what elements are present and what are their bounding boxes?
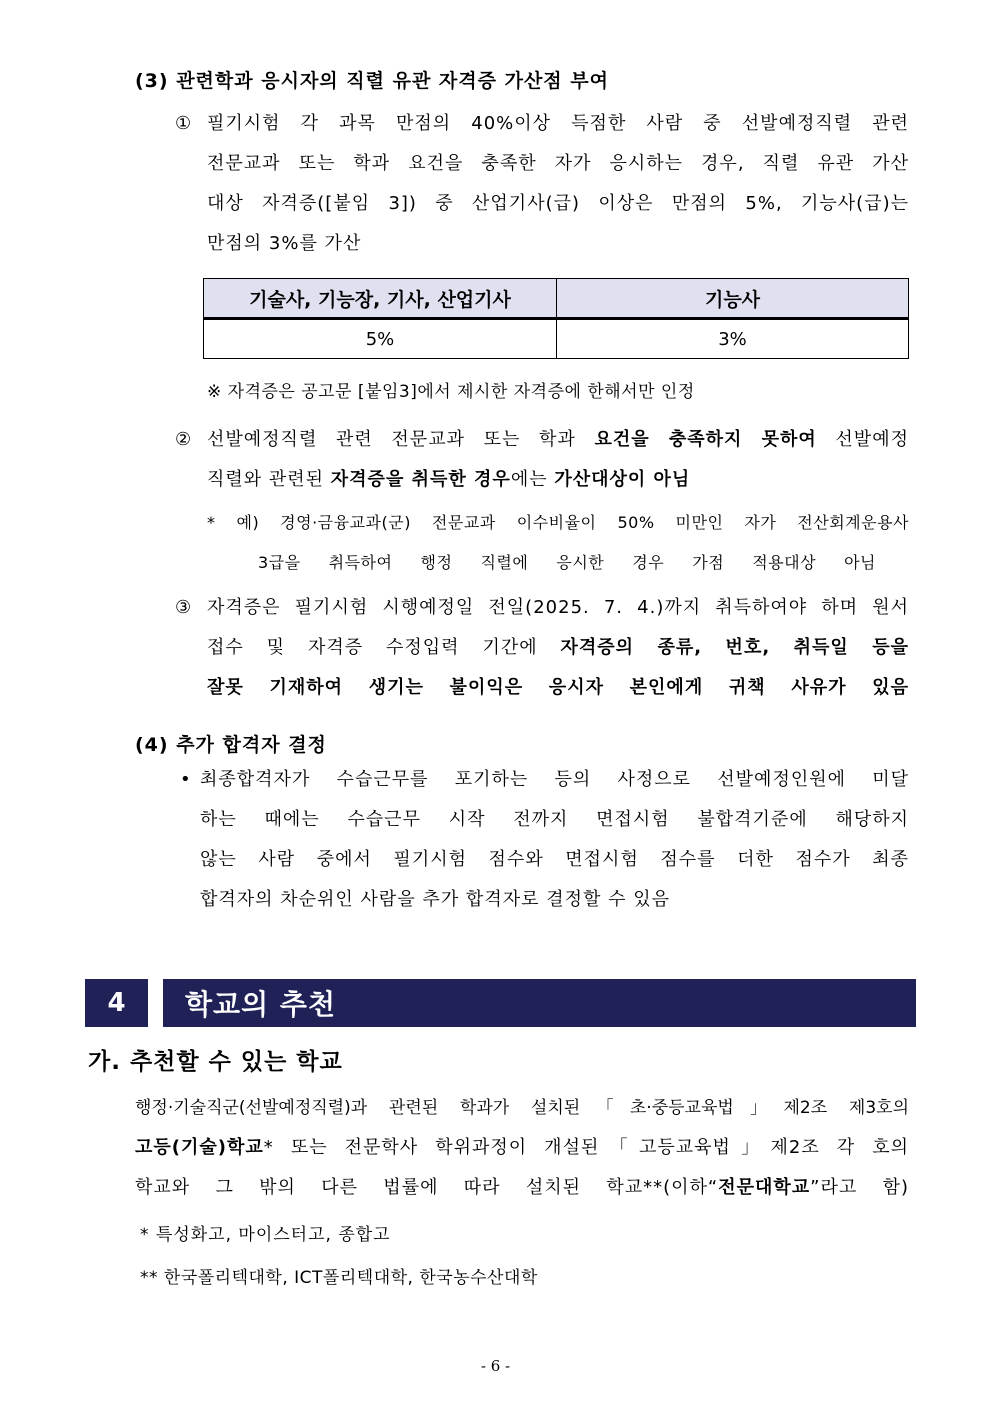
subsection-line-3-part: ”라고 함) (810, 1177, 909, 1198)
subsection-line-2-part: * 또는 전문학사 학위과정이 개설된「고등교육법」제2조 각 호의 (263, 1137, 909, 1158)
chapter-title-bar (163, 979, 916, 1027)
chapter-number-box (85, 979, 148, 1027)
subsection-line-1: 행정·기술직군(선발예정직렬)과 관련된 학과가 설치된「초·중등교육법」제2조 제3호의 (135, 1098, 909, 1118)
subsection-emphasis: 고등(기술)학교 (135, 1137, 264, 1158)
item-1-text (207, 104, 909, 264)
table-row (204, 319, 909, 359)
footnote-2: ** 한국폴리텍대학, ICT폴리텍대학, 한국농수산대학 (140, 1268, 538, 1288)
section-4-line: 하는 때에는 수습근무 시작 전까지 면접시험 불합격기준에 해당하지 (200, 809, 909, 830)
table-header-row (204, 279, 909, 319)
item-3-line-1: 자격증은 필기시험 시행예정일 전일(2025. 7. 4.)까지 취득하여야 하며 원서 (207, 597, 909, 618)
item-2-emphasis: 요건을 충족하지 못하여 (594, 429, 817, 450)
chapter-number: 4 (107, 988, 126, 1018)
item-2-marker: ② (175, 429, 193, 450)
subsection-heading: 가. 추천할 수 있는 학교 (88, 1049, 343, 1075)
table-header-cell: 기술사, 기능장, 기사, 산업기사 (204, 279, 557, 319)
item-2-line-2 (207, 460, 909, 500)
item-1-line: 전문교과 또는 학과 요건을 충족한 자가 응시하는 경우, 직렬 유관 가산 (207, 153, 909, 174)
item-3-marker: ③ (175, 597, 193, 618)
table-cell: 3% (557, 319, 909, 359)
item-3-line-3: 잘못 기재하여 생기는 불이익은 응시자 본인에게 귀책 사유가 있음 (207, 677, 909, 698)
footnote-1: * 특성화고, 마이스터고, 종합고 (140, 1225, 391, 1245)
section-4-line: 않는 사람 중에서 필기시험 점수와 면접시험 점수를 더한 점수가 최종 (200, 849, 909, 870)
item-1-line: 만점의 3%를 가산 (207, 233, 362, 254)
item-2-text (207, 420, 909, 500)
item-1-marker: ① (175, 113, 193, 134)
certificate-note: ※ 자격증은 공고문 [붙임3]에서 제시한 자격증에 한해서만 인정 (207, 382, 695, 402)
table-header-cell: 기능사 (557, 279, 909, 319)
item-1-line: 대상 자격증([붙임 3]) 중 산업기사(급) 이상은 만점의 5%, 기능사(급)는 (207, 193, 909, 214)
section-4-line: 최종합격자가 수습근무를 포기하는 등의 사정으로 선발예정인원에 미달 (200, 769, 909, 790)
section-4-text (200, 760, 909, 920)
item-3-emphasis: 자격증의 종류, 번호, 취득일 등을 (560, 637, 909, 658)
subsection-text (135, 1088, 909, 1208)
item-2-example-line-1: * 예) 경영·금융교과(군) 전문교과 이수비율이 50% 미만인 자가 전산회계운용사 (207, 513, 909, 532)
item-3-line-2 (207, 628, 909, 668)
item-2-line-2-part: 직렬와 관련된 (207, 469, 331, 490)
item-2-line-1 (207, 420, 909, 460)
item-2-emphasis: 가산대상이 아님 (554, 469, 691, 490)
table-cell: 5% (204, 319, 557, 359)
item-2-emphasis: 자격증을 취득한 경우 (330, 469, 511, 490)
section-4-bullet: • (180, 769, 192, 790)
subsection-line-3 (135, 1168, 909, 1208)
subsection-line-2 (135, 1128, 909, 1168)
item-2-line-1-part: 선발예정직렬 관련 전문교과 또는 학과 (207, 429, 595, 450)
page-number: - 6 - (480, 1357, 511, 1375)
item-2-line-1-part: 선발예정 (816, 429, 909, 450)
item-3-text (207, 588, 909, 708)
subsection-emphasis: 전문대학교 (718, 1177, 811, 1198)
certificate-bonus-table (203, 278, 909, 359)
item-3-line-2-part: 접수 및 자격증 수정입력 기간에 (207, 637, 561, 658)
chapter-title: 학교의 추천 (185, 988, 336, 1021)
section-4-line: 합격자의 차순위인 사람을 추가 합격자로 결정할 수 있음 (200, 889, 670, 910)
subsection-line-3-part: 학교와 그 밖의 다른 법률에 따라 설치된 학교**(이하“ (135, 1177, 719, 1198)
item-2-example-line-2: 3급을 취득하여 행정 직렬에 응시한 경우 가점 적용대상 아님 (258, 553, 876, 572)
item-2-line-2-part: 에는 (510, 469, 555, 490)
item-1-line: 필기시험 각 과목 만점의 40%이상 득점한 사람 중 선발예정직렬 관련 (207, 113, 909, 134)
section-3-heading: (3) 관련학과 응시자의 직렬 유관 자격증 가산점 부여 (135, 70, 609, 92)
section-4-heading: (4) 추가 합격자 결정 (135, 734, 327, 756)
